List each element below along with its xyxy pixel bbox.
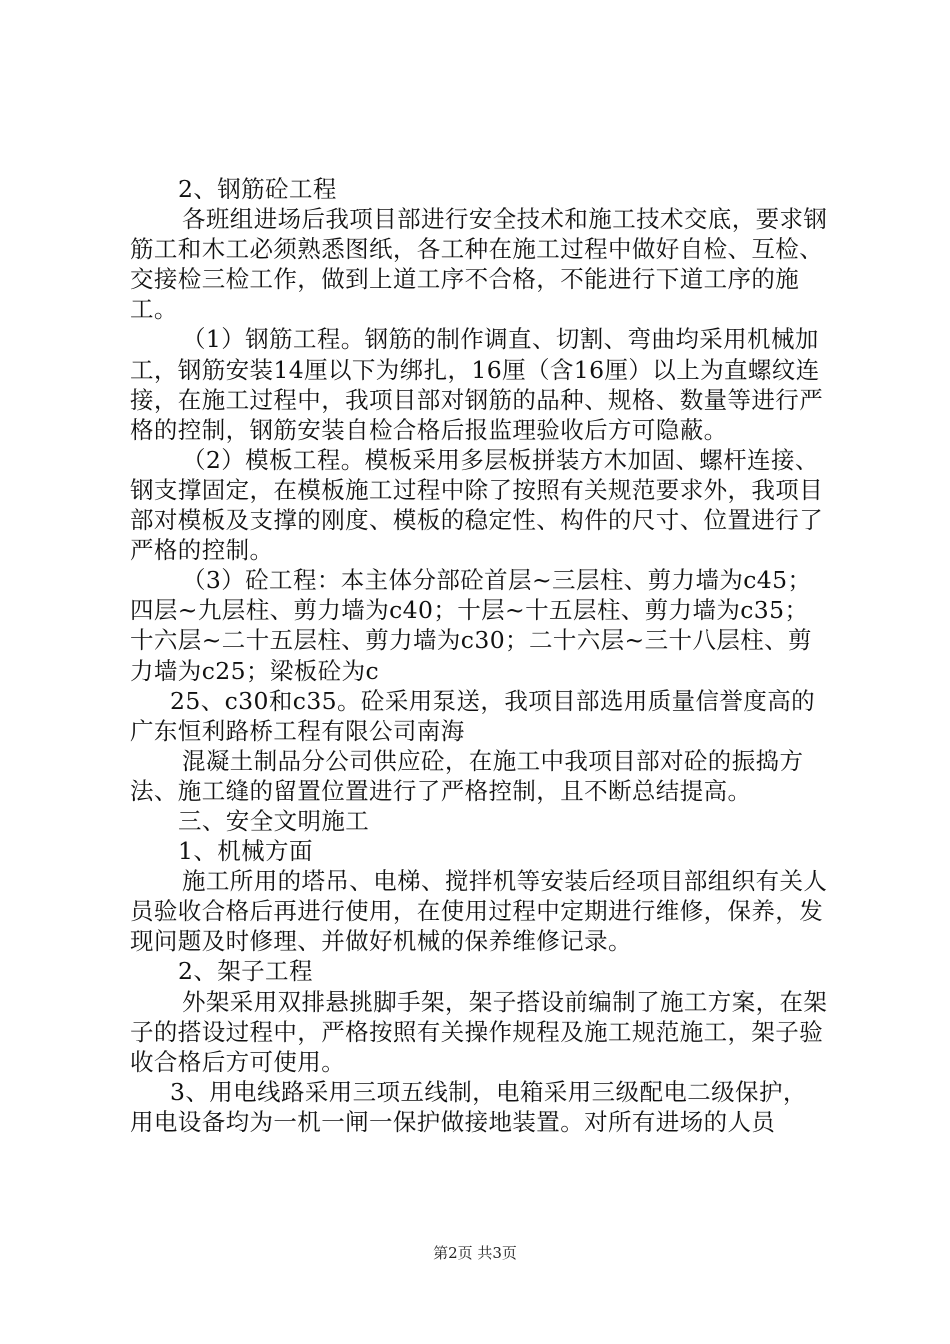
paragraph-electrical: 3、用电线路采用三项五线制，电箱采用三级配电二级保护，用电设备均为一机一闸一保护做接地装置。对所有进场的人员 (130, 1077, 807, 1136)
paragraph-concrete-grades: （3）砼工程：本主体分部砼首层~三层柱、剪力墙为c45；四层~九层柱、剪力墙为c40；十层~十五层柱、剪力墙为c35；十六层~二十五层柱、剪力墙为c30；二十六层~三十八层柱、剪力墙为c25；梁板砼为c (130, 566, 812, 685)
paragraph-scaffolding: 外架采用双排悬挑脚手架，架子搭设前编制了施工方案，在架子的搭设过程中，严格按照有关操作规程及施工规范施工，架子验收合格后方可使用。 (130, 987, 828, 1076)
paragraph-rebar-works: （1）钢筋工程。钢筋的制作调直、切割、弯曲均采用机械加工，钢筋安装14厘以下为绑扎，16厘（含16厘）以上为直螺纹连接，在施工过程中，我项目部对钢筋的品种、规格、数量等进行严格的控制，钢筋安装自检合格后报监理验收后方可隐蔽。 (130, 325, 824, 444)
subheading-machinery: 1、机械方面 (178, 837, 313, 866)
section-heading-safety: 三、安全文明施工 (178, 806, 370, 835)
paragraph-technical-briefing: 各班组进场后我项目部进行安全技术和施工技术交底，要求钢筋工和木工必须熟悉图纸，各工种在施工过程中做好自检、互检、交接检三检工作，做到上道工序不合格，不能进行下道工序的施工。 (130, 205, 828, 324)
subheading-scaffolding: 2、架子工程 (178, 957, 313, 986)
paragraph-formwork: （2）模板工程。模板采用多层板拼装方木加固、螺杆连接、钢支撑固定，在模板施工过程中除了按照有关规范要求外，我项目部对模板及支撑的刚度、模板的稳定性、构件的尺寸、位置进行了严格的控制。 (130, 445, 824, 565)
paragraph-concrete-supplier: 25、c30和c35。砼采用泵送，我项目部选用质量信誉度高的广东恒利路桥工程有限公司南海 (130, 686, 816, 745)
section-heading-rebar-concrete: 2、钢筋砼工程 (178, 175, 337, 203)
paragraph-machinery: 施工所用的塔吊、电梯、搅拌机等安装后经项目部组织有关人员验收合格后再进行使用，在使用过程中定期进行维修，保养，发现问题及时修理、并做好机械的保养维修记录。 (130, 867, 828, 956)
page-number-footer: 第2页 共3页 (433, 1244, 517, 1262)
paragraph-concrete-control: 混凝土制品分公司供应砼，在施工中我项目部对砼的振捣方法、施工缝的留置位置进行了严格控制，且不断总结提高。 (130, 746, 804, 805)
document-body (130, 174, 830, 1137)
